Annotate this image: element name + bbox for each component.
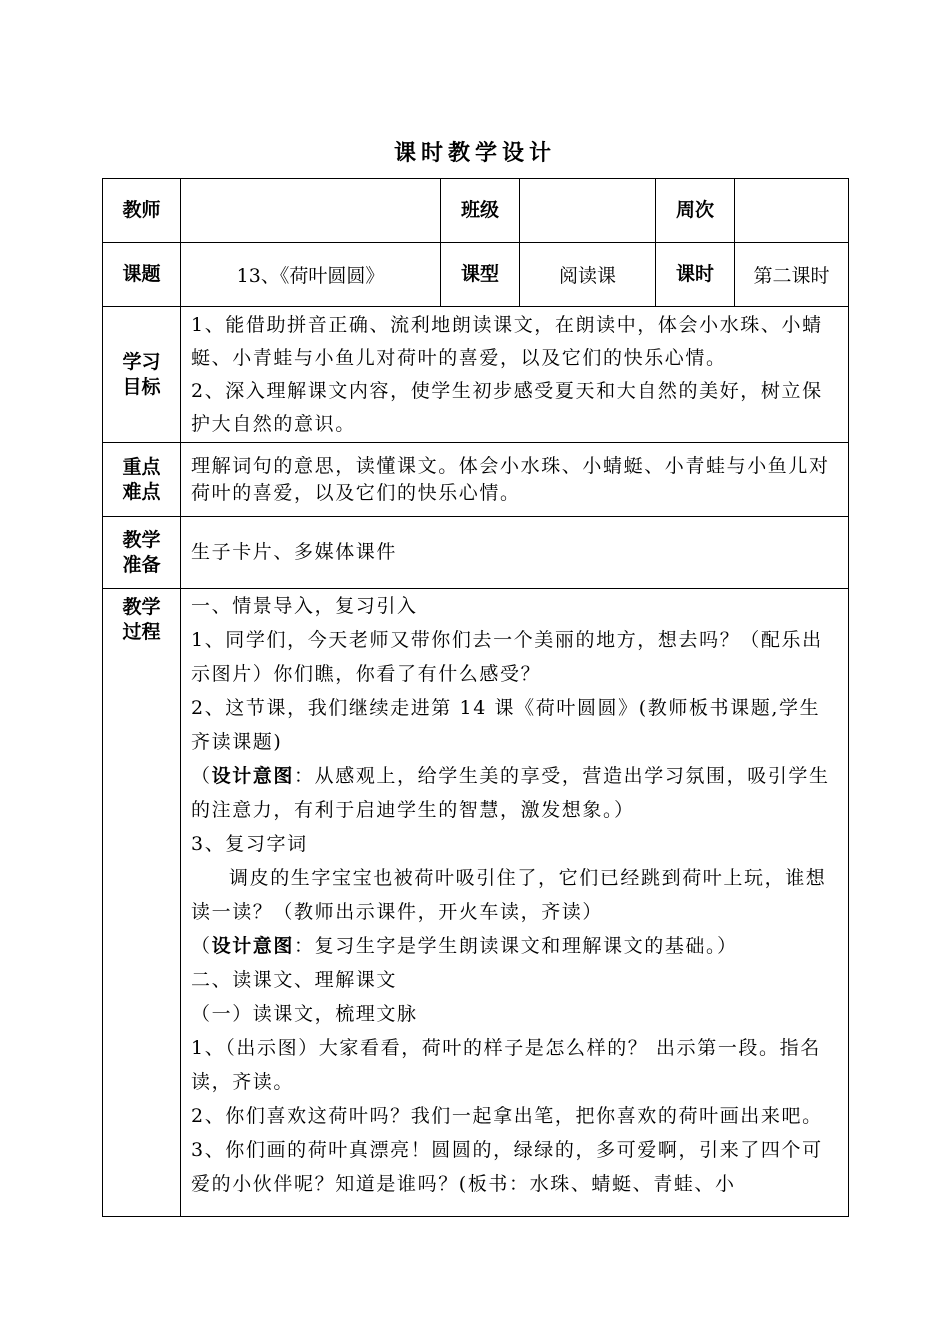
key-points-cell [181, 443, 849, 517]
process-paragraph [191, 759, 840, 827]
type-label: 课型 [441, 243, 520, 307]
process-paragraph: 3、你们画的荷叶真漂亮！圆圆的，绿绿的，多可爱啊，引来了四个可爱的小伙伴呢？知道是谁吗？(板书：水珠、蜻蜓、青蛙、小 [191, 1139, 823, 1195]
process-label-line2: 过程 [122, 621, 161, 643]
type-value: 阅读课 [520, 243, 656, 307]
paren-open: （ [191, 765, 212, 787]
design-intent-label: 设计意图 [211, 935, 295, 957]
objectives-label-line1: 学习 [122, 350, 161, 373]
topic-label: 课题 [103, 243, 181, 307]
preparation-text: 生子卡片、多媒体课件 [191, 541, 398, 563]
table-row [103, 179, 849, 243]
objective-item: 2、深入理解课文内容，使学生初步感受夏天和大自然的美好，树立保护大自然的意识。 [191, 379, 823, 435]
class-value [520, 179, 656, 243]
process-label-line1: 教学 [122, 596, 161, 618]
process-paragraph: （一）读课文，梳理文脉 [191, 1003, 418, 1025]
paren-open: （ [191, 935, 212, 957]
objectives-cell [181, 307, 849, 443]
process-paragraph: 2、这节课，我们继续走进第 14 课《荷叶圆圆》(教师板书课题,学生齐读课题) [191, 697, 821, 753]
key-points-label-line1: 重点 [122, 455, 161, 478]
table-row [103, 589, 849, 1217]
key-points-text: 理解词句的意思，读懂课文。体会小水珠、小蜻蜓、小青蛙与小鱼儿对荷叶的喜爱，以及它们的快乐心情。 [191, 454, 830, 504]
process-label [103, 589, 181, 1217]
process-paragraph: 一、情景导入，复习引入 [191, 595, 418, 617]
teacher-label: 教师 [103, 179, 181, 243]
teacher-value [181, 179, 441, 243]
period-value: 第二课时 [735, 243, 849, 307]
process-paragraph: 3、复习字词 [191, 833, 308, 855]
process-paragraph: 1、同学们，今天老师又带你们去一个美丽的地方，想去吗？（配乐出示图片）你们瞧，你看了有什么感受？ [191, 629, 823, 685]
process-cell [181, 589, 849, 1217]
table-row [103, 517, 849, 589]
design-intent-text: ：复习生字是学生朗读课文和理解课文的基础。） [294, 935, 738, 957]
preparation-label-line2: 准备 [122, 553, 161, 576]
week-value [735, 179, 849, 243]
objectives-label-line2: 目标 [122, 375, 161, 398]
design-intent-text: ：从感观上，给学生美的享受，营造出学习氛围，吸引学生的注意力，有利于启迪学生的智慧，激发想象。） [191, 765, 830, 821]
preparation-cell [181, 517, 849, 589]
table-row [103, 307, 849, 443]
design-intent-label: 设计意图 [211, 765, 295, 787]
process-paragraph: 2、你们喜欢这荷叶吗？我们一起拿出笔，把你喜欢的荷叶画出来吧。 [191, 1105, 823, 1127]
key-points-label-line2: 难点 [122, 480, 161, 503]
objectives-label [103, 307, 181, 443]
lesson-plan-table [102, 178, 849, 1217]
key-points-label [103, 443, 181, 517]
preparation-label-line1: 教学 [122, 528, 161, 551]
process-paragraph: 1、（出示图）大家看看，荷叶的样子是怎么样的？ 出示第一段。指名读，齐读。 [191, 1037, 821, 1093]
week-label: 周次 [656, 179, 735, 243]
process-paragraph: 二、读课文、理解课文 [191, 969, 398, 991]
page-title: 课时教学设计 [393, 141, 556, 166]
table-row [103, 443, 849, 517]
topic-value: 13、《荷叶圆圆》 [181, 243, 441, 307]
objective-item: 1、能借助拼音正确、流利地朗读课文，在朗读中，体会小水珠、小蜻蜓、小青蛙与小鱼儿对荷叶的喜爱，以及它们的快乐心情。 [191, 313, 823, 369]
process-paragraph: 调皮的生字宝宝也被荷叶吸引住了，它们已经跳到荷叶上玩，谁想读一读？（教师出示课件，开火车读，齐读） [191, 867, 827, 923]
table-row [103, 243, 849, 307]
preparation-label [103, 517, 181, 589]
period-label: 课时 [656, 243, 735, 307]
class-label: 班级 [441, 179, 520, 243]
process-paragraph [191, 929, 840, 963]
